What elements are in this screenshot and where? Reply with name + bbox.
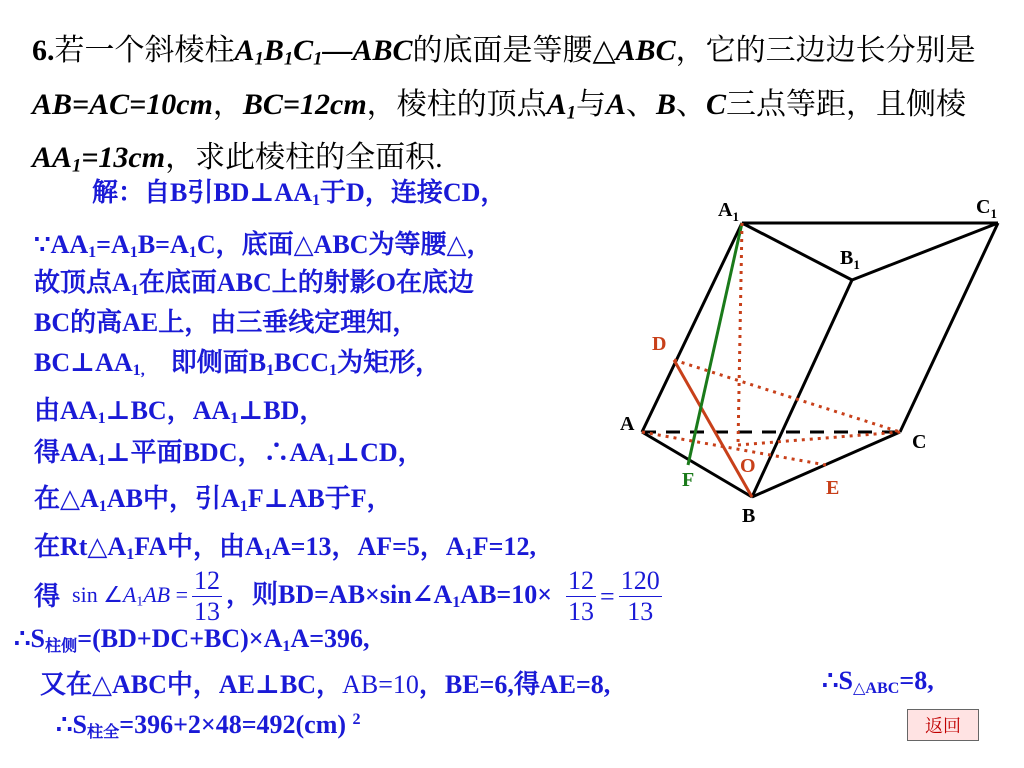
problem-text-4: ，棱柱的顶点 <box>366 87 547 121</box>
line-a1-o <box>738 223 742 445</box>
label-o: O <box>740 455 756 477</box>
solution-line-12-right: $\therefore S_{\triangle ABC}=8$, <box>822 666 934 698</box>
solution-line-12: 又在△ABC中，AE⊥BC，AB=10，BE=6,得AE=8, <box>40 670 611 699</box>
solution-line-9: 在$Rt\triangle A_1FA$中，由$A_1A=13$，AF=5，$A_1F=12$, <box>34 532 536 564</box>
vertex-c: C <box>706 87 727 121</box>
label-c1: $C_1$ <box>976 196 997 221</box>
sides-ab-ac: AB=AC=10cm <box>32 87 213 121</box>
solution-line-2: $\because AA_1=A_1B=A_1C$，底面△ABC为等腰△， <box>34 230 493 262</box>
solution-line-8: 在$\triangle A_1AB$中，引$A_1F\perp AB$于F， <box>34 484 393 516</box>
problem-text-3: ，它的三边边长分别是 <box>675 34 976 67</box>
edge-a1-b1 <box>742 223 852 280</box>
back-button[interactable]: 返回 <box>907 709 979 741</box>
label-b1: $B_1$ <box>840 247 860 272</box>
frac-num: 120 <box>620 566 660 595</box>
label-a1: $A_1$ <box>718 199 739 224</box>
solution-line-13: $\therefore S_{柱全}=396+2\times 48=492(cm)$ $^2$ <box>56 710 361 742</box>
de-text: 得 <box>34 581 61 611</box>
vertex-a1: $A_1$ <box>546 87 576 124</box>
problem-text-5: 与 <box>575 87 606 121</box>
problem-number: 6. <box>32 34 55 67</box>
frac-den: 13 <box>568 597 595 626</box>
bd-formula: ，则$BD=AB\times\sin\angle A_1AB=10\times$ <box>226 579 553 611</box>
problem-text-1: 若一个斜棱柱 <box>54 34 235 67</box>
equals-sign: = <box>600 581 615 611</box>
sep: 、 <box>676 87 706 121</box>
frac-den: 13 <box>194 597 220 626</box>
edge-aa1: $AA_1=13cm$ <box>32 141 166 177</box>
solution-line-1: 解：自B引$BD\perp AA_1$于D，连接CD， <box>92 178 507 210</box>
problem-text-2: 的底面是等腰△ <box>412 34 616 67</box>
solution-line-6: 由$AA_1\perp BC$，$AA_1\perp BD$， <box>34 396 326 428</box>
frac-den: 13 <box>627 597 654 626</box>
label-f: F <box>682 469 695 491</box>
triangle-name: ABC <box>615 34 676 67</box>
solution-line-3: 故顶点$A_1$在底面ABC上的射影O在底边 <box>34 268 474 300</box>
side-bc: BC=12cm <box>242 87 367 121</box>
label-e: E <box>826 477 840 499</box>
problem-text-6: 三点等距，且侧棱 <box>726 87 967 121</box>
solution-line-4: BC的高AE上，由三垂线定理知， <box>34 308 419 337</box>
label-d: D <box>652 333 667 355</box>
edge-a1-a <box>642 223 742 432</box>
unit-exponent: 2 <box>352 711 361 729</box>
frac-num: 12 <box>194 566 220 595</box>
label-c: C <box>912 431 927 453</box>
solution-line-7: 得$AA_1\perp$平面BDC，$\therefore AA_1\perp CD$， <box>34 438 424 470</box>
label-a: A <box>620 413 635 435</box>
edge-a-b <box>642 432 752 497</box>
vertex-b: B <box>655 87 676 121</box>
solution-line-5: $BC\perp AA_{1,}$ 即侧面$B_1BCC_1$为矩形， <box>34 348 442 380</box>
comma: ， <box>212 87 243 121</box>
problem-text-7: ，求此棱柱的全面积. <box>165 141 443 175</box>
frac-num: 12 <box>568 566 595 595</box>
sep: 、 <box>625 87 656 121</box>
prism-name: $A_1B_1C_1—ABC$ <box>234 34 413 70</box>
line-a1-f <box>688 223 742 465</box>
label-b: B <box>742 505 756 527</box>
solution-line-11: $\therefore S_{柱侧}=(BD+DC+BC)\times A_1A=396$, <box>14 624 370 656</box>
sin-expression: $\sin \angle A_1AB$ = <box>72 582 188 609</box>
vertex-a: A <box>605 87 626 121</box>
